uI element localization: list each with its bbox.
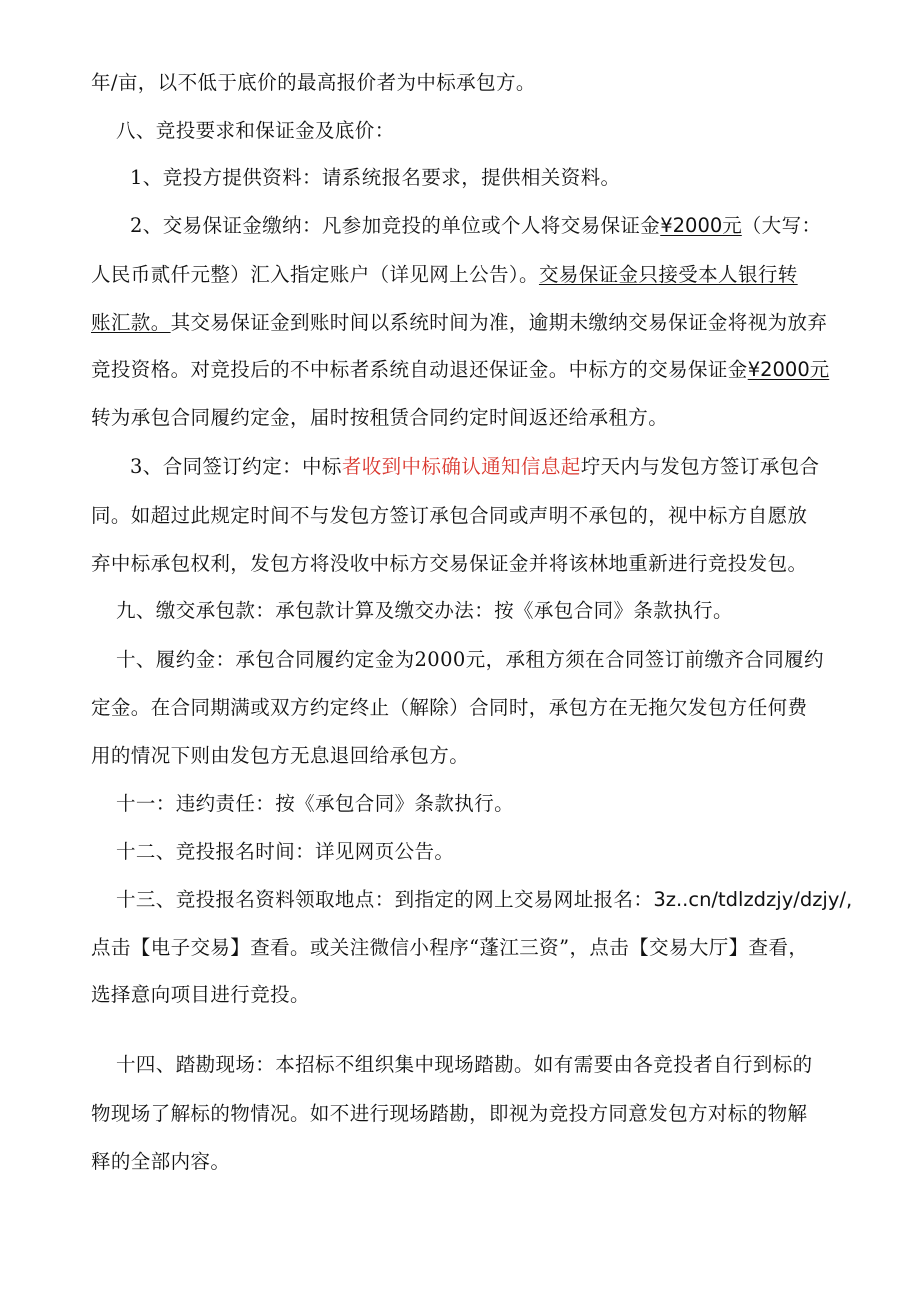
line-text: 其交易保证金到账时间以系统时间为准，逾期未缴纳交易保证金将视为放弃 (170, 311, 828, 334)
line-text: 年/亩，以不低于底价的最高报价者为中标承包方。 (91, 71, 536, 94)
line-text: 选择意向项目进行竞投。 (91, 983, 310, 1006)
section-heading-11 (116, 791, 514, 817)
deposit-amount: ¥2000元 (747, 358, 830, 381)
line-text: 十、履约金：承包合同履约定金为2000元，承租方须在合同签订前缴齐合同履约 (116, 648, 824, 671)
text-line (91, 695, 807, 721)
line-text: 定金。在合同期满或双方约定终止（解除）合同时，承包方在无拖欠发包方任何费 (91, 696, 808, 719)
line-text: 点击【电子交易】查看。或关注微信小程序“蓬江三资”，点击【交易大厅】查看， (91, 936, 809, 959)
line-text: 人民币贰仟元整）汇入指定账户（详见网上公告）。 (91, 263, 539, 286)
line-text: 十三、竞投报名资料领取地点：到指定的网上交易网址报名： (116, 888, 654, 911)
section-heading-8 (116, 118, 395, 144)
section-heading-9 (116, 598, 733, 624)
underlined-note: 账汇款。 (91, 311, 171, 334)
section-heading-14 (116, 1052, 813, 1078)
line-text: （大写： (741, 214, 822, 237)
section-heading-12 (116, 839, 454, 865)
line-text: 释的全部内容。 (91, 1150, 231, 1173)
line-text: 九、缴交承包款：承包款计算及缴交办法：按《承包合同》条款执行。 (116, 599, 733, 622)
text-line (91, 70, 536, 96)
text-line (91, 262, 798, 288)
text-line (130, 165, 620, 191)
line-text: 弃中标承包权利，发包方将没收中标方交易保证金并将该林地重新进行竞投发包。 (91, 552, 808, 575)
line-text: 竞投资格。对竞投后的不中标者系统自动退还保证金。中标方的交易保证金 (91, 358, 748, 381)
line-text: 3、合同签订约定：中标 (130, 455, 342, 478)
highlighted-text: 者收到中标确认通知信息起 (341, 455, 581, 478)
line-text: 同。如超过此规定时间不与发包方签订承包合同或声明不承包的，视中标方自愿放 (91, 504, 808, 527)
line-text: 十二、竞投报名时间：详见网页公告。 (116, 840, 455, 863)
line-text: 物现场了解标的物情况。如不进行现场踏勘，即视为竞投方同意发包方对标的物解 (91, 1102, 808, 1125)
text-line (91, 1101, 807, 1127)
line-text: 八、竞投要求和保证金及底价： (116, 119, 395, 142)
underlined-note: 交易保证金只接受本人银行转 (538, 263, 798, 286)
line-text: 2、交易保证金缴纳：凡参加竞投的单位或个人将交易保证金 (130, 214, 661, 237)
section-heading-10 (116, 647, 824, 673)
text-line (91, 503, 807, 529)
text-line (91, 1149, 230, 1175)
text-line (91, 405, 668, 431)
text-line (130, 213, 821, 239)
text-line (91, 357, 829, 383)
deposit-amount: ¥2000元 (660, 214, 742, 237)
line-text: 十四、踏勘现场：本招标不组织集中现场踏勘。如有需要由各竞投者自行到标的 (116, 1053, 813, 1076)
text-line (91, 551, 807, 577)
line-text: 十一：违约责任：按《承包合同》条款执行。 (116, 792, 515, 815)
line-text: 转为承包合同履约定金，届时按租赁合同约定时间返还给承租方。 (91, 406, 669, 429)
line-text: 坾天内与发包方签订承包合 (580, 455, 820, 478)
text-line (91, 743, 469, 769)
text-line (91, 982, 310, 1008)
line-text: 用的情况下则由发包方无息退回给承包方。 (91, 744, 470, 767)
text-line (91, 310, 827, 336)
section-heading-13 (116, 887, 852, 913)
text-line (91, 935, 808, 961)
line-text: 1、竞投方提供资料：请系统报名要求，提供相关资料。 (130, 166, 621, 189)
text-line (130, 454, 819, 480)
website-url: 3z..cn/tdlzdzjy/dzjy/, (653, 888, 853, 911)
